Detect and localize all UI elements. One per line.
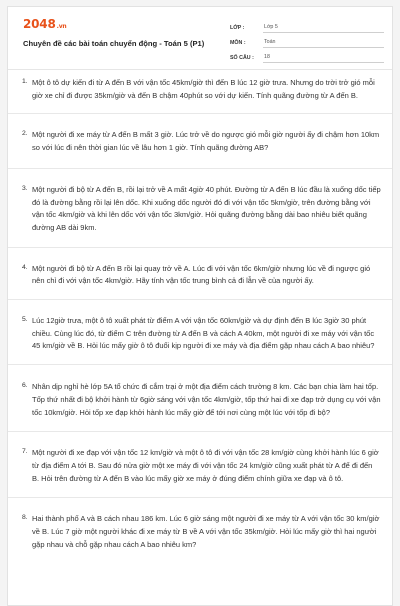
problem-divider [8, 299, 392, 300]
problem-number: 2. [22, 130, 28, 138]
meta-table [230, 18, 384, 63]
problem-text: Lúc 12giờ trưa, một ô tô xuất phát từ điểm A với vận tốc 60km/giờ và dự định đến B lúc 3giờ 30 phút chiều. Cùng lúc đó, từ điểm C trên đường từ A đến B và cách A 40km, một người đi xe máy với vận tốc 45 km/giờ về B. Hỏi lúc mấy giờ ô tô đuổi kịp người đi xe máy và địa điểm gặp nhau cách A bao nhiêu? [32, 316, 375, 351]
worksheet-page [7, 6, 393, 606]
problem-text: Hai thành phố A và B cách nhau 186 km. Lúc 6 giờ sáng một người đi xe máy từ A với vận tốc 30 km/giờ về B. Lúc 7 giờ một người khác đi xe máy từ B về A với vận tốc 35km/giờ. Hỏi lúc mấy giờ thì hai người gặp nhau và chỗ gặp nhau cách A bao nhiêu km? [32, 514, 380, 549]
meta-row-subject [230, 33, 384, 48]
problem-divider [8, 247, 392, 248]
problem-item [8, 513, 392, 551]
problem-item [8, 77, 392, 102]
problem-text: Một người đi bộ từ A đến B, rồi lại trở về A mất 4giờ 40 phút. Đường từ A đến B lúc đầu là xuống dốc tiếp đó là đường bằng rồi lại lên dốc. Khi xuống dốc người đó đi với vận tốc 5km/giờ, trên đường bằng với vận tốc 4km/giờ và khi lên dốc với vận tốc 3km/giờ. Hỏi quãng đường bằng dài bao nhiêu biết quãng đường AB dài 9km. [32, 184, 381, 232]
problem-number: 7. [22, 448, 28, 456]
problem-divider [8, 431, 392, 432]
problem-item [8, 263, 392, 288]
document-title: Chuyên đề các bài toán chuyển động - Toán 5 (P1) [23, 39, 205, 48]
problem-item [8, 129, 392, 154]
meta-row-class [230, 18, 384, 33]
meta-value: 18 [263, 54, 384, 63]
problem-divider [8, 497, 392, 498]
problem-number: 8. [22, 514, 28, 522]
problem-text: Một ô tô dự kiến đi từ A đến B với vận tốc 45km/giờ thì đến B lúc 12 giờ trưa. Nhưng do trời trở gió mỗi giờ xe chỉ đi được 35km/giờ và đến B chậm 40phút so với dự kiến. Tính quãng đường từ A đến B. [32, 78, 375, 100]
problem-number: 3. [22, 184, 28, 192]
meta-value: Lớp 5 [263, 24, 384, 33]
problem-text: Một người đi xe đạp với vận tốc 12 km/giờ và một ô tô đi với vận tốc 28 km/giờ cùng khởi hành lúc 6 giờ từ địa điểm A tới B. Sau đó nửa giờ một xe máy đi với vận tốc 24 km/giờ cũng xuất phát từ A để đi đến B. Hỏi trên đường từ A đến B vào lúc mấy giờ xe máy ở đúng điểm chính giữa xe đạp và ô tô. [32, 448, 379, 483]
problem-item [8, 315, 392, 353]
problem-divider [8, 168, 392, 169]
problem-text: Một người đi xe máy từ A đến B mất 3 giờ. Lúc trở về do ngược gió mỗi giờ người ấy đi chậm hơn 10km so với lúc đi nên thời gian lúc về lâu hơn 1 giờ. Tính quãng đường AB? [32, 130, 380, 153]
meta-label: SỐ CÂU : [230, 55, 254, 61]
problem-text: Nhân dịp nghỉ hè lớp 5A tổ chức đi cắm trại ở một địa điểm cách trường 8 km. Các bạn chia làm hai tốp. Tốp thứ nhất đi bộ khởi hành từ 6giờ sáng với vận tốc 4km/giờ, tốp thứ hai đi xe đạp trở dụng cụ với vận tốc 10km/giờ. Hỏi tốp xe đạp khởi hành lúc mấy giờ để tới nơi cùng một lúc với tốp đi bộ? [32, 382, 381, 417]
problem-number: 1. [22, 78, 28, 85]
problem-item [8, 381, 392, 419]
logo-suffix: .vn [56, 23, 67, 30]
problem-item [8, 447, 392, 485]
problem-divider [8, 113, 392, 114]
meta-label: LỚP : [230, 25, 245, 31]
site-logo[interactable] [23, 17, 66, 31]
problem-item [8, 184, 392, 235]
problem-text: Một người đi bộ từ A đến B rồi lại quay trở về A. Lúc đi với vận tốc 6km/giờ nhưng lúc về đi ngược gió nên chỉ đi với vận tốc 4km/giờ. Hãy tính vận tốc trung bình cả đi lẫn về của người ấy. [32, 263, 371, 286]
meta-value: Toán [263, 39, 384, 48]
problem-number: 5. [22, 316, 28, 324]
meta-label: MÔN : [230, 40, 246, 46]
problem-divider [8, 364, 392, 365]
problem-number: 4. [22, 263, 28, 271]
worksheet-header [8, 7, 392, 67]
problem-number: 6. [22, 382, 28, 390]
meta-row-count [230, 48, 384, 63]
header-divider [8, 69, 392, 70]
logo-text: 2048 [23, 17, 56, 31]
problem-list [8, 77, 392, 551]
